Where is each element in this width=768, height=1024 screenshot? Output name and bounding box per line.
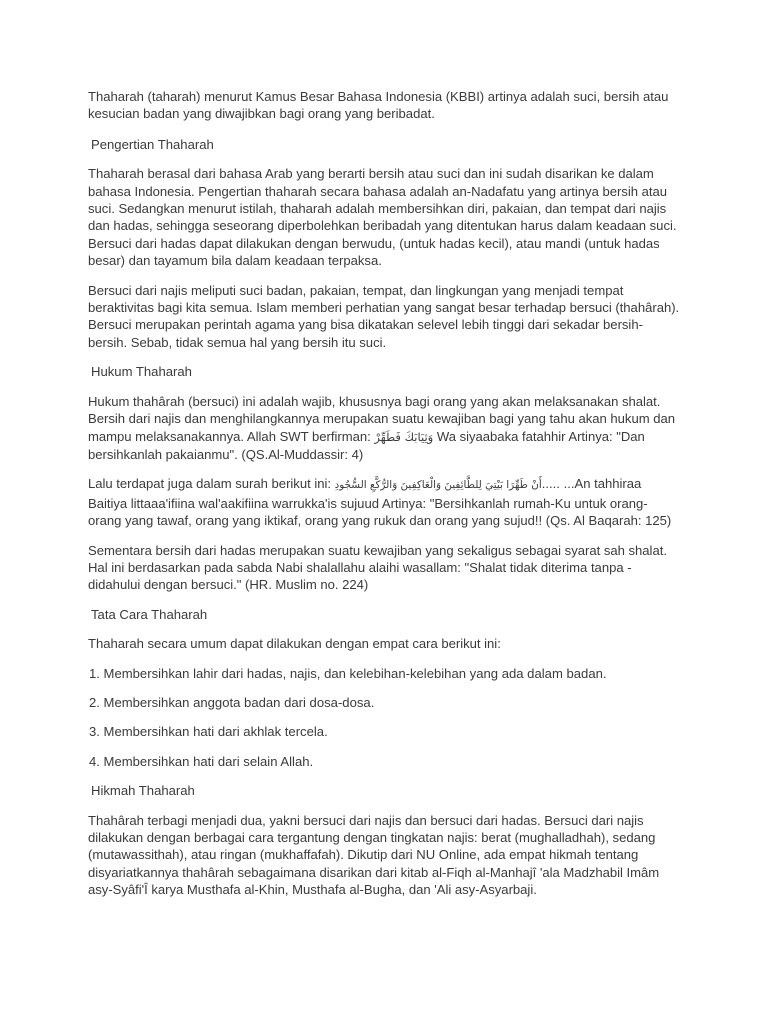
list-item: 2. Membersihkan anggota badan dari dosa-dosa. <box>89 694 375 710</box>
paragraph-tata-cara-intro: Thaharah secara umum dapat dilakukan dengan empat cara berikut ini: <box>88 636 501 652</box>
list-item: 4. Membersihkan hati dari selain Allah. <box>89 753 314 769</box>
heading-hukum-thaharah: Hukum Thaharah <box>91 364 192 380</box>
paragraph-hukum-1 <box>88 393 680 464</box>
arabic-verse-baqarah: أَنْ طَهِّرَا بَيْتِيَ لِلطَّائِفِينَ وَالْعَاكِفِينَ وَالرُّكَّعِ السُّجُودِ <box>334 479 542 492</box>
paragraph-hukum-2 <box>88 475 680 529</box>
arabic-verse-muddassir: وَثِيَابَكَ فَطَهِّرْ <box>374 429 434 444</box>
intro-paragraph: Thaharah (taharah) menurut Kamus Besar Bahasa Indonesia (KBBI) artinya adalah suci, bersih atau kesucian badan yang diwajibkan bagi orang yang beribadat. <box>88 89 669 122</box>
heading-pengertian-thaharah: Pengertian Thaharah <box>91 136 214 152</box>
hukum-text-after: Wa siyaabaka fatahhir Artinya: "Dan bersihkanlah pakaianmu". (QS.Al-Muddassir: 4) <box>88 428 645 462</box>
heading-hikmah-thaharah: Hikmah Thaharah <box>91 783 195 799</box>
paragraph-hikmah: Thahârah terbagi menjadi dua, yakni bersuci dari najis dan bersuci dari hadas. Bersuci dari najis dilakukan dengan berbagai cara tergantung dengan tingkatan najis: berat (mughalladhah), sedang (mutawassithah), atau ringan (mukhaffafah). Dikutip dari NU Online, ada empat hikmah tentang disyariatkannya thahârah sebagaimana disarikan dari kitab al-Fiqh al-Manhajî 'ala Madzhabil Imâm asy-Syâfi'Î karya Musthafa al-Khin, Musthafa al-Bugha, dan 'Ali asy-Asyarbaji. <box>88 812 660 898</box>
heading-tata-cara-thaharah: Tata Cara Thaharah <box>91 606 208 622</box>
document-body <box>88 88 680 899</box>
list-item: 3. Membersihkan hati dari akhlak tercela. <box>89 724 328 740</box>
surah-text-after: ..... ...An tahhiraa Baitiya littaaa'ifiina wal'aakifiina warrukka'is sujuud Artinya: "Bersihkanlah rumah-Ku untuk orang-orang yang tawaf, orang yang iktikaf, orang yang rukuk dan orang yang sujud!! (Qs. Al Baqarah: 125) <box>88 476 672 529</box>
paragraph-pengertian-2: Bersuci dari najis meliputi suci badan, pakaian, tempat, dan lingkungan yang menjadi tempat beraktivitas bagi kita semua. Islam memberi perhatian yang sangat besar terhadap bersuci (thahârah). Bersuci merupakan perintah agama yang bisa dikatakan selevel lebih tinggi dari sekadar bersih-bersih. Sebab, tidak semua hal yang bersih itu suci. <box>88 282 680 350</box>
paragraph-hukum-3: Sementara bersih dari hadas merupakan suatu kewajiban yang sekaligus sebagai syarat sah shalat. Hal ini berdasarkan pada sabda Nabi shalallahu alaihi wasallam: "Shalat tidak diterima tanpa -didahului dengan bersuci." (HR. Muslim no. 224) <box>88 542 667 593</box>
list-item: 1. Membersihkan lahir dari hadas, najis, dan kelebihan-kelebihan yang ada dalam badan. <box>89 665 607 681</box>
paragraph-pengertian-1: Thaharah berasal dari bahasa Arab yang berarti bersih atau suci dan ini sudah disarikan ke dalam bahasa Indonesia. Pengertian thaharah secara bahasa adalah an-Nadafatu yang artinya bersih atau suci. Sedangkan menurut istilah, thaharah adalah membersihkan diri, pakaian, dan tempat dari najis dan hadas, sehingga seseorang diperbolehkan beribadah yang ditentukan harus dalam keadaan suci. Bersuci dari hadas dapat dilakukan dengan berwudu, (untuk hadas kecil), atau mandi (untuk hadas besar) dan tayamum bila dalam keadaan terpaksa. <box>88 166 677 269</box>
surah-text-before: Lalu terdapat juga dalam surah berikut ini: <box>88 476 335 492</box>
hukum-text-before: Hukum thahârah (bersuci) ini adalah wajib, khususnya bagi orang yang akan melaksanakan shalat. Bersih dari najis dan menghilangkannya merupakan suatu kewajiban bagi yang tahu akan hukum dan mampu melaksanakannya. Allah SWT berfirman: <box>88 393 676 444</box>
